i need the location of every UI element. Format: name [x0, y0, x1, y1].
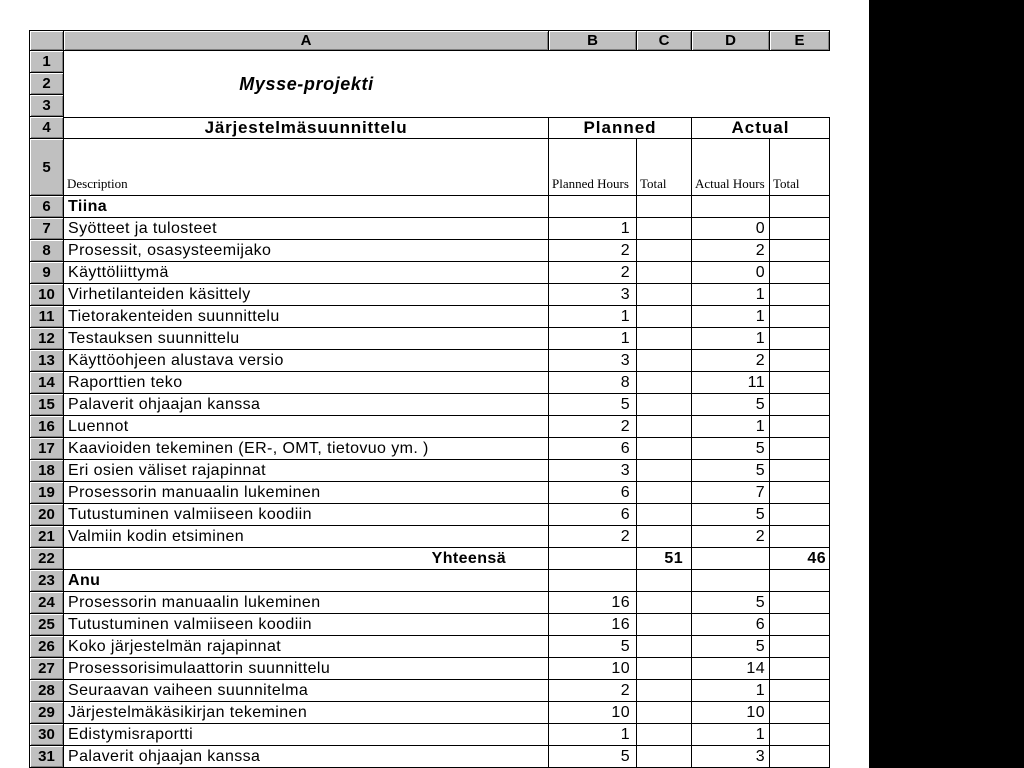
cell-e16[interactable]	[770, 416, 830, 438]
cell-d5-actual-hours-header[interactable]: Actual Hours	[692, 139, 770, 196]
cell-e27[interactable]	[770, 658, 830, 680]
cell-d10[interactable]: 1	[692, 284, 770, 306]
cell-e8[interactable]	[770, 240, 830, 262]
row-header-27[interactable]: 27	[29, 658, 64, 680]
cell-e17[interactable]	[770, 438, 830, 460]
cell-a21[interactable]: Valmiin kodin etsiminen	[64, 526, 549, 548]
cell-c15[interactable]	[637, 394, 692, 416]
cell-a8[interactable]: Prosessit, osasysteemijako	[64, 240, 549, 262]
cell-c17[interactable]	[637, 438, 692, 460]
cell-b26[interactable]: 5	[549, 636, 637, 658]
cell-c19[interactable]	[637, 482, 692, 504]
cell-d20[interactable]: 5	[692, 504, 770, 526]
cell-e15[interactable]	[770, 394, 830, 416]
cell-c9[interactable]	[637, 262, 692, 284]
row-header-12[interactable]: 12	[29, 328, 64, 350]
cell-a15[interactable]: Palaverit ohjaajan kanssa	[64, 394, 549, 416]
cell-c18[interactable]	[637, 460, 692, 482]
cell-a12[interactable]: Testauksen suunnittelu	[64, 328, 549, 350]
cell-a9[interactable]: Käyttöliittymä	[64, 262, 549, 284]
cell-c27[interactable]	[637, 658, 692, 680]
cell-b31[interactable]: 5	[549, 746, 637, 768]
column-header-a[interactable]: A	[64, 30, 549, 51]
cell-b4-planned-group-header[interactable]: Planned	[549, 117, 692, 139]
cell-c7[interactable]	[637, 218, 692, 240]
cell-b15[interactable]: 5	[549, 394, 637, 416]
row-header-13[interactable]: 13	[29, 350, 64, 372]
row-header-23[interactable]: 23	[29, 570, 64, 592]
row-header-17[interactable]: 17	[29, 438, 64, 460]
row-header-18[interactable]: 18	[29, 460, 64, 482]
cell-b9[interactable]: 2	[549, 262, 637, 284]
row-header-30[interactable]: 30	[29, 724, 64, 746]
column-header-c[interactable]: C	[637, 30, 692, 51]
row-header-1[interactable]: 1	[29, 51, 64, 73]
spreadsheet-grid	[29, 30, 830, 768]
row-header-26[interactable]: 26	[29, 636, 64, 658]
row-header-22[interactable]: 22	[29, 548, 64, 570]
cell-e11[interactable]	[770, 306, 830, 328]
cell-a17[interactable]: Kaavioiden tekeminen (ER-, OMT, tietovuo ym. )	[64, 438, 549, 460]
desktop-background	[869, 0, 1024, 768]
cell-b6[interactable]	[549, 196, 637, 218]
cell-e31[interactable]	[770, 746, 830, 768]
cell-d4-actual-group-header[interactable]: Actual	[692, 117, 830, 139]
cell-d25[interactable]: 6	[692, 614, 770, 636]
cell-b16[interactable]: 2	[549, 416, 637, 438]
cell-d24[interactable]: 5	[692, 592, 770, 614]
cell-c12[interactable]	[637, 328, 692, 350]
row-header-7[interactable]: 7	[29, 218, 64, 240]
cell-d31[interactable]: 3	[692, 746, 770, 768]
cell-a19[interactable]: Prosessorin manuaalin lukeminen	[64, 482, 549, 504]
cell-e22[interactable]: 46	[770, 548, 830, 570]
cell-d19[interactable]: 7	[692, 482, 770, 504]
cell-d18[interactable]: 5	[692, 460, 770, 482]
cell-e20[interactable]	[770, 504, 830, 526]
cell-e5-actual-total-header[interactable]: Total	[770, 139, 830, 196]
cell-b11[interactable]: 1	[549, 306, 637, 328]
cell-b13[interactable]: 3	[549, 350, 637, 372]
row-header-20[interactable]: 20	[29, 504, 64, 526]
row-header-2[interactable]: 2	[29, 73, 64, 95]
row-header-3[interactable]: 3	[29, 95, 64, 117]
cell-a4-section-header[interactable]: Järjestelmäsuunnittelu	[64, 117, 549, 139]
cell-e13[interactable]	[770, 350, 830, 372]
cell-e26[interactable]	[770, 636, 830, 658]
cell-b20[interactable]: 6	[549, 504, 637, 526]
cell-a22[interactable]: Yhteensä	[64, 548, 549, 570]
cell-e14[interactable]	[770, 372, 830, 394]
cell-b12[interactable]: 1	[549, 328, 637, 350]
cell-d14[interactable]: 11	[692, 372, 770, 394]
row-header-19[interactable]: 19	[29, 482, 64, 504]
cell-b7[interactable]: 1	[549, 218, 637, 240]
cell-b10[interactable]: 3	[549, 284, 637, 306]
cell-a28[interactable]: Seuraavan vaiheen suunnitelma	[64, 680, 549, 702]
cell-c26[interactable]	[637, 636, 692, 658]
cell-b17[interactable]: 6	[549, 438, 637, 460]
cell-c24[interactable]	[637, 592, 692, 614]
cell-e7[interactable]	[770, 218, 830, 240]
cell-a20[interactable]: Tutustuminen valmiiseen koodiin	[64, 504, 549, 526]
row-header-9[interactable]: 9	[29, 262, 64, 284]
row-header-11[interactable]: 11	[29, 306, 64, 328]
cell-a13[interactable]: Käyttöohjeen alustava versio	[64, 350, 549, 372]
cell-c14[interactable]	[637, 372, 692, 394]
cell-e28[interactable]	[770, 680, 830, 702]
row-header-8[interactable]: 8	[29, 240, 64, 262]
cell-e23[interactable]	[770, 570, 830, 592]
row-header-4[interactable]: 4	[29, 117, 64, 139]
cell-d28[interactable]: 1	[692, 680, 770, 702]
cell-d23[interactable]	[692, 570, 770, 592]
row-header-15[interactable]: 15	[29, 394, 64, 416]
row-header-25[interactable]: 25	[29, 614, 64, 636]
cell-d21[interactable]: 2	[692, 526, 770, 548]
cell-d26[interactable]: 5	[692, 636, 770, 658]
cell-b30[interactable]: 1	[549, 724, 637, 746]
cell-a26[interactable]: Koko järjestelmän rajapinnat	[64, 636, 549, 658]
cell-e30[interactable]	[770, 724, 830, 746]
cell-e21[interactable]	[770, 526, 830, 548]
cell-a11[interactable]: Tietorakenteiden suunnittelu	[64, 306, 549, 328]
row-header-24[interactable]: 24	[29, 592, 64, 614]
cell-a16[interactable]: Luennot	[64, 416, 549, 438]
cell-a7[interactable]: Syötteet ja tulosteet	[64, 218, 549, 240]
cell-b21[interactable]: 2	[549, 526, 637, 548]
cell-e12[interactable]	[770, 328, 830, 350]
row-header-28[interactable]: 28	[29, 680, 64, 702]
cell-c20[interactable]	[637, 504, 692, 526]
cell-d17[interactable]: 5	[692, 438, 770, 460]
cell-c29[interactable]	[637, 702, 692, 724]
cell-a25[interactable]: Tutustuminen valmiiseen koodiin	[64, 614, 549, 636]
cell-a2-title[interactable]: Mysse-projekti	[239, 74, 374, 94]
cell-d27[interactable]: 14	[692, 658, 770, 680]
cell-d22[interactable]	[692, 548, 770, 570]
cell-a5-description-header[interactable]: Description	[64, 139, 549, 196]
cell-c31[interactable]	[637, 746, 692, 768]
row-header-16[interactable]: 16	[29, 416, 64, 438]
cell-c16[interactable]	[637, 416, 692, 438]
cell-a14[interactable]: Raporttien teko	[64, 372, 549, 394]
row-header-5[interactable]: 5	[29, 139, 64, 196]
cell-a31[interactable]: Palaverit ohjaajan kanssa	[64, 746, 549, 768]
cell-c30[interactable]	[637, 724, 692, 746]
cell-a23[interactable]: Anu	[64, 570, 549, 592]
cell-e25[interactable]	[770, 614, 830, 636]
cell-d9[interactable]: 0	[692, 262, 770, 284]
cell-b8[interactable]: 2	[549, 240, 637, 262]
column-header-d[interactable]: D	[692, 30, 770, 51]
cell-d16[interactable]: 1	[692, 416, 770, 438]
cell-e10[interactable]	[770, 284, 830, 306]
cell-b23[interactable]	[549, 570, 637, 592]
column-header-e[interactable]: E	[770, 30, 830, 51]
cell-a30[interactable]: Edistymisraportti	[64, 724, 549, 746]
cell-c13[interactable]	[637, 350, 692, 372]
cell-b18[interactable]: 3	[549, 460, 637, 482]
cell-c10[interactable]	[637, 284, 692, 306]
cell-e24[interactable]	[770, 592, 830, 614]
cell-e29[interactable]	[770, 702, 830, 724]
cell-b19[interactable]: 6	[549, 482, 637, 504]
cell-b22[interactable]	[549, 548, 637, 570]
select-all-corner[interactable]	[29, 30, 64, 51]
cell-c28[interactable]	[637, 680, 692, 702]
cell-d13[interactable]: 2	[692, 350, 770, 372]
cell-a27[interactable]: Prosessorisimulaattorin suunnittelu	[64, 658, 549, 680]
cell-a6[interactable]: Tiina	[64, 196, 549, 218]
cell-c25[interactable]	[637, 614, 692, 636]
row-header-10[interactable]: 10	[29, 284, 64, 306]
row-header-14[interactable]: 14	[29, 372, 64, 394]
cell-d11[interactable]: 1	[692, 306, 770, 328]
cell-c23[interactable]	[637, 570, 692, 592]
row-header-6[interactable]: 6	[29, 196, 64, 218]
cell-b28[interactable]: 2	[549, 680, 637, 702]
cell-c22[interactable]: 51	[637, 548, 692, 570]
cell-d6[interactable]	[692, 196, 770, 218]
cell-d7[interactable]: 0	[692, 218, 770, 240]
cell-d30[interactable]: 1	[692, 724, 770, 746]
cell-c11[interactable]	[637, 306, 692, 328]
cell-a24[interactable]: Prosessorin manuaalin lukeminen	[64, 592, 549, 614]
cell-d29[interactable]: 10	[692, 702, 770, 724]
cell-a10[interactable]: Virhetilanteiden käsittely	[64, 284, 549, 306]
cell-c8[interactable]	[637, 240, 692, 262]
cell-c5-planned-total-header[interactable]: Total	[637, 139, 692, 196]
cell-b25[interactable]: 16	[549, 614, 637, 636]
cell-d8[interactable]: 2	[692, 240, 770, 262]
cell-b5-planned-hours-header[interactable]: Planned Hours	[549, 139, 637, 196]
cell-c6[interactable]	[637, 196, 692, 218]
cell-e6[interactable]	[770, 196, 830, 218]
cell-b14[interactable]: 8	[549, 372, 637, 394]
row-header-31[interactable]: 31	[29, 746, 64, 768]
cell-e18[interactable]	[770, 460, 830, 482]
cell-d15[interactable]: 5	[692, 394, 770, 416]
row-header-29[interactable]: 29	[29, 702, 64, 724]
cell-b29[interactable]: 10	[549, 702, 637, 724]
cell-e19[interactable]	[770, 482, 830, 504]
cell-c21[interactable]	[637, 526, 692, 548]
cell-b24[interactable]: 16	[549, 592, 637, 614]
cell-b27[interactable]: 10	[549, 658, 637, 680]
cell-a18[interactable]: Eri osien väliset rajapinnat	[64, 460, 549, 482]
column-header-b[interactable]: B	[549, 30, 637, 51]
cell-a29[interactable]: Järjestelmäkäsikirjan tekeminen	[64, 702, 549, 724]
row-header-21[interactable]: 21	[29, 526, 64, 548]
cell-d12[interactable]: 1	[692, 328, 770, 350]
cell-e9[interactable]	[770, 262, 830, 284]
